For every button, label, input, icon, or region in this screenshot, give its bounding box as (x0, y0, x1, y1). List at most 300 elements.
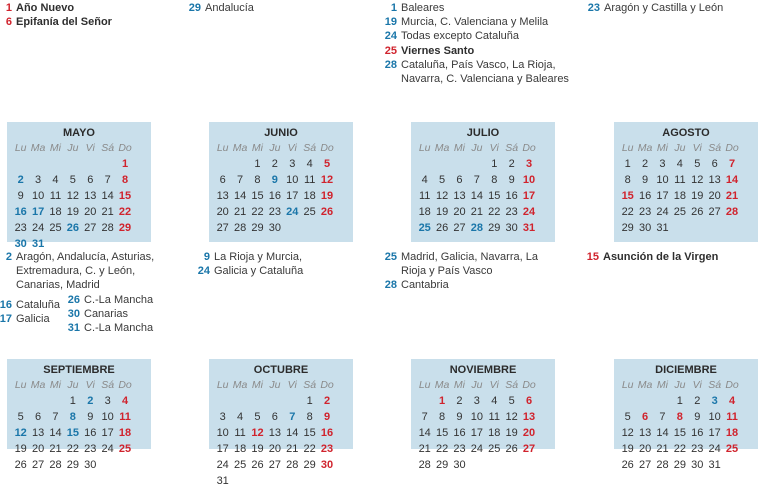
month-title: JUNIO (264, 127, 298, 139)
day-cell: 28 (725, 206, 739, 218)
day-cell: 14 (101, 190, 114, 202)
month-grid (214, 377, 353, 489)
weekday-header: Vi (287, 142, 297, 154)
day-cell: 28 (233, 222, 247, 234)
day-cell: 18 (725, 427, 739, 439)
calendar-october (209, 359, 353, 487)
weekday-header: Ma (637, 142, 653, 154)
empty-day-cell (231, 393, 248, 409)
day-cell: 27 (522, 443, 536, 455)
day-cell: 19 (66, 206, 79, 218)
holiday-entry (0, 1, 186, 15)
weekday-header: Mi (656, 142, 669, 154)
month-title: OCTUBRE (253, 364, 309, 376)
weekday-header: Vi (85, 142, 95, 154)
day-cell: 23 (14, 222, 27, 234)
holidays-aug (583, 250, 733, 264)
holiday-day-number: 26 (67, 294, 80, 306)
day-cell: 11 (119, 411, 131, 423)
empty-day-cell (12, 156, 29, 172)
day-cell: 25 (233, 459, 247, 471)
day-cell: 21 (233, 206, 247, 218)
day-cell: 13 (638, 427, 652, 439)
day-cell: 2 (642, 158, 649, 170)
holiday-description: C.-La Mancha (84, 294, 154, 306)
weekday-header: Ju (67, 379, 79, 391)
weekday-header: Lu (418, 142, 431, 154)
day-cell: 15 (118, 190, 132, 202)
day-cell: 12 (14, 427, 27, 439)
weekday-header: Ju (674, 379, 686, 391)
day-cell: 20 (84, 206, 97, 218)
holiday-description: Canarias (84, 308, 129, 321)
day-cell: 7 (473, 174, 480, 186)
weekday-header: Lu (418, 379, 431, 391)
month-grid (214, 140, 353, 236)
day-cell: 24 (286, 206, 299, 218)
holiday-day-number: 25 (384, 44, 397, 57)
empty-day-cell (82, 156, 99, 172)
holidays-may-c (64, 293, 184, 336)
day-cell: 11 (303, 174, 316, 186)
holiday-day-number: 19 (384, 16, 397, 29)
day-cell: 16 (84, 427, 97, 439)
day-cell: 25 (49, 222, 62, 234)
calendar-august (614, 122, 758, 242)
day-cell: 29 (435, 459, 449, 471)
day-cell: 6 (271, 411, 278, 423)
holiday-day-number: 30 (67, 308, 80, 321)
day-cell: 9 (642, 174, 649, 186)
holiday-description: Cataluña, País Vasco, La Rioja, Navarra, C. Valenciana y Baleares (401, 58, 569, 86)
day-cell: 12 (320, 174, 334, 186)
day-cell: 25 (725, 443, 739, 455)
holiday-entry (381, 29, 596, 43)
day-cell: 16 (505, 190, 518, 202)
day-cell: 26 (66, 222, 79, 234)
day-cell: 24 (101, 443, 114, 455)
holiday-day-number: 31 (67, 322, 80, 335)
holiday-day-number: 23 (587, 2, 600, 14)
holiday-entry (381, 44, 596, 58)
day-cell: 15 (66, 427, 79, 439)
holiday-description: Año Nuevo (16, 2, 75, 14)
day-cell: 14 (233, 190, 247, 202)
day-cell: 12 (251, 427, 264, 439)
day-cell: 29 (66, 459, 79, 471)
day-cell: 9 (508, 174, 515, 186)
day-cell: 18 (49, 206, 62, 218)
weekday-header: Lu (621, 379, 634, 391)
day-cell: 21 (101, 206, 114, 218)
day-cell: 22 (435, 443, 449, 455)
day-cell: 7 (104, 174, 111, 186)
day-cell: 9 (323, 411, 331, 423)
day-cell: 2 (694, 395, 701, 407)
weekday-header: Do (522, 379, 536, 391)
day-cell: 7 (659, 411, 666, 423)
day-cell: 20 (268, 443, 281, 455)
weekday-header: Sá (505, 379, 519, 391)
day-cell: 7 (289, 411, 296, 423)
day-cell: 15 (251, 190, 264, 202)
day-cell: 24 (216, 459, 229, 471)
day-cell: 5 (624, 411, 631, 423)
weekday-header: Ju (269, 379, 281, 391)
weekday-header: Do (725, 142, 739, 154)
day-cell: 2 (87, 395, 94, 407)
holiday-description: Andalucía (205, 2, 254, 14)
holiday-day-number: 28 (384, 279, 397, 292)
empty-day-cell (284, 393, 301, 409)
day-cell: 19 (621, 443, 634, 455)
day-cell: 21 (49, 443, 62, 455)
day-cell: 10 (31, 190, 45, 202)
weekday-header: Do (725, 379, 739, 391)
weekday-header: Ju (471, 142, 483, 154)
month-grid (12, 140, 151, 252)
day-cell: 15 (488, 190, 501, 202)
day-cell: 26 (320, 206, 334, 218)
day-cell: 21 (656, 443, 669, 455)
day-cell: 20 (638, 443, 652, 455)
day-cell: 20 (708, 190, 721, 202)
holiday-entry (194, 264, 354, 278)
holiday-day-number: 1 (5, 2, 12, 14)
day-cell: 8 (121, 174, 129, 186)
day-cell: 7 (421, 411, 428, 423)
weekday-header: Ma (434, 379, 450, 391)
day-cell: 14 (286, 427, 299, 439)
holiday-description: C.-La Mancha (84, 322, 154, 335)
empty-day-cell (214, 393, 231, 409)
holidays-feb (185, 1, 365, 15)
day-cell: 11 (726, 411, 738, 423)
day-cell: 3 (35, 174, 42, 186)
holiday-description: Epifanía del Señor (16, 16, 112, 29)
day-cell: 13 (268, 427, 281, 439)
holidays-apr (584, 1, 734, 15)
day-cell: 6 (525, 395, 533, 407)
day-cell: 4 (676, 158, 683, 170)
day-cell: 28 (101, 222, 114, 234)
holiday-entry (0, 250, 171, 293)
day-cell: 22 (621, 206, 634, 218)
day-cell: 20 (31, 443, 45, 455)
day-cell: 25 (303, 206, 316, 218)
day-cell: 5 (694, 158, 701, 170)
day-cell: 8 (439, 411, 446, 423)
day-cell: 30 (320, 459, 334, 471)
day-cell: 16 (638, 190, 652, 202)
holidays-may-a (0, 250, 171, 293)
day-cell: 18 (418, 206, 431, 218)
day-cell: 17 (708, 427, 721, 439)
day-cell: 1 (69, 395, 76, 407)
day-cell: 10 (656, 174, 669, 186)
day-cell: 8 (676, 411, 683, 423)
weekday-header: Ma (30, 379, 46, 391)
day-cell: 27 (268, 459, 281, 471)
holiday-entry (381, 1, 596, 15)
weekday-header: Ma (232, 379, 248, 391)
holidays-jul (381, 250, 561, 293)
weekday-header: Ma (637, 379, 653, 391)
day-cell: 25 (118, 443, 132, 455)
weekday-header: Ju (67, 142, 79, 154)
day-cell: 31 (522, 222, 536, 234)
empty-day-cell (47, 156, 64, 172)
day-cell: 14 (418, 427, 431, 439)
day-cell: 22 (488, 206, 501, 218)
day-cell: 19 (14, 443, 27, 455)
day-cell: 14 (725, 174, 739, 186)
empty-day-cell (636, 393, 653, 409)
day-cell: 13 (522, 411, 536, 423)
day-cell: 27 (453, 222, 466, 234)
weekday-header: Vi (287, 379, 297, 391)
day-cell: 5 (508, 395, 515, 407)
day-cell: 10 (522, 174, 536, 186)
day-cell: 3 (219, 411, 226, 423)
day-cell: 30 (84, 459, 97, 471)
day-cell: 13 (31, 427, 45, 439)
day-cell: 20 (453, 206, 466, 218)
day-cell: 22 (303, 443, 316, 455)
holiday-description: Murcia, C. Valenciana y Melila (401, 16, 549, 29)
day-cell: 17 (656, 190, 669, 202)
day-cell: 5 (17, 411, 24, 423)
weekday-header: Do (522, 142, 536, 154)
holiday-description: Todas excepto Cataluña (401, 30, 520, 43)
empty-day-cell (249, 393, 266, 409)
day-cell: 21 (286, 443, 299, 455)
day-cell: 22 (251, 206, 264, 218)
day-cell: 3 (659, 158, 666, 170)
empty-day-cell (99, 156, 116, 172)
day-cell: 12 (505, 411, 518, 423)
day-cell: 31 (216, 475, 229, 487)
holiday-day-number: 16 (0, 299, 12, 311)
day-cell: 12 (66, 190, 79, 202)
day-cell: 8 (69, 411, 76, 423)
day-cell: 2 (508, 158, 515, 170)
weekday-header: Lu (216, 379, 229, 391)
holidays-jun (194, 250, 354, 278)
day-cell: 16 (453, 427, 466, 439)
holiday-entry (194, 250, 354, 264)
day-cell: 2 (17, 174, 24, 186)
empty-day-cell (416, 156, 433, 172)
holiday-entry (584, 1, 734, 15)
holiday-day-number: 2 (5, 251, 12, 263)
holiday-description: Galicia (16, 313, 50, 326)
empty-day-cell (468, 156, 485, 172)
day-cell: 16 (14, 206, 27, 218)
day-cell: 1 (254, 158, 261, 170)
day-cell: 24 (522, 206, 536, 218)
day-cell: 9 (87, 411, 94, 423)
day-cell: 9 (17, 190, 24, 202)
day-cell: 21 (725, 190, 739, 202)
day-cell: 4 (121, 395, 129, 407)
day-cell: 12 (691, 174, 704, 186)
day-cell: 2 (456, 395, 463, 407)
weekday-header: Do (118, 142, 132, 154)
day-cell: 13 (216, 190, 229, 202)
calendar-july (411, 122, 555, 242)
day-cell: 17 (470, 427, 483, 439)
day-cell: 25 (673, 206, 686, 218)
day-cell: 24 (708, 443, 721, 455)
holiday-day-number: 6 (5, 16, 12, 29)
weekday-header: Vi (489, 379, 499, 391)
holiday-description: Cantabria (401, 279, 449, 292)
holiday-description: Aragón, Andalucía, Asturias, Extremadura, C. y León, Canarias, Madrid (16, 251, 155, 292)
empty-day-cell (214, 156, 231, 172)
holiday-day-number: 28 (384, 58, 397, 71)
weekday-header: Ju (269, 142, 281, 154)
day-cell: 24 (31, 222, 45, 234)
day-cell: 5 (69, 174, 76, 186)
day-cell: 21 (470, 206, 483, 218)
weekday-header: Vi (692, 379, 702, 391)
day-cell: 18 (673, 190, 686, 202)
day-cell: 10 (286, 174, 299, 186)
month-title: NOVIEMBRE (449, 364, 517, 376)
day-cell: 6 (87, 174, 94, 186)
day-cell: 7 (237, 174, 244, 186)
holiday-description: Baleares (401, 2, 445, 14)
day-cell: 31 (31, 238, 45, 250)
holiday-entry (64, 307, 184, 321)
weekday-header: Lu (14, 379, 27, 391)
day-cell: 7 (52, 411, 59, 423)
month-title: SEPTIEMBRE (43, 364, 115, 376)
day-cell: 6 (456, 174, 463, 186)
day-cell: 12 (621, 427, 634, 439)
day-cell: 9 (456, 411, 463, 423)
empty-day-cell (654, 393, 671, 409)
empty-day-cell (266, 393, 283, 409)
day-cell: 27 (638, 459, 652, 471)
day-cell: 27 (708, 206, 721, 218)
day-cell: 26 (505, 443, 518, 455)
day-cell: 26 (14, 459, 27, 471)
day-cell: 19 (435, 206, 449, 218)
weekday-header: Sá (303, 142, 317, 154)
calendar-september (7, 359, 151, 471)
day-cell: 11 (234, 427, 246, 439)
day-cell: 26 (691, 206, 704, 218)
weekday-header: Ma (434, 142, 450, 154)
day-cell: 3 (711, 395, 718, 407)
day-cell: 8 (306, 411, 313, 423)
holiday-entry (381, 278, 561, 292)
holiday-entry (64, 321, 184, 335)
empty-day-cell (29, 156, 46, 172)
weekday-header: Mi (49, 379, 62, 391)
day-cell: 10 (708, 411, 721, 423)
holiday-entry (381, 58, 596, 86)
day-cell: 10 (470, 411, 483, 423)
holiday-entry (185, 1, 365, 15)
holiday-day-number: 29 (188, 2, 201, 14)
day-cell: 16 (268, 190, 281, 202)
weekday-header: Sá (708, 142, 722, 154)
day-cell: 14 (656, 427, 669, 439)
weekday-header: Ma (30, 142, 46, 154)
day-cell: 9 (694, 411, 701, 423)
month-grid (416, 140, 555, 236)
day-cell: 16 (691, 427, 704, 439)
day-cell: 20 (522, 427, 536, 439)
day-cell: 6 (35, 411, 42, 423)
day-cell: 8 (491, 174, 498, 186)
day-cell: 29 (673, 459, 686, 471)
day-cell: 18 (233, 443, 247, 455)
weekday-header: Vi (489, 142, 499, 154)
day-cell: 28 (418, 459, 431, 471)
holiday-description: La Rioja y Murcia, (214, 251, 303, 263)
empty-day-cell (231, 156, 248, 172)
day-cell: 3 (473, 395, 480, 407)
day-cell: 1 (121, 158, 129, 170)
day-cell: 14 (470, 190, 483, 202)
weekday-header: Sá (101, 142, 115, 154)
day-cell: 4 (306, 158, 313, 170)
weekday-header: Sá (505, 142, 519, 154)
day-cell: 22 (118, 206, 132, 218)
day-cell: 13 (708, 174, 721, 186)
weekday-header: Mi (453, 142, 466, 154)
day-cell: 17 (31, 206, 45, 218)
weekday-header: Ju (471, 379, 483, 391)
day-cell: 30 (505, 222, 518, 234)
weekday-header: Sá (708, 379, 722, 391)
day-cell: 26 (435, 222, 449, 234)
weekday-header: Vi (692, 142, 702, 154)
holiday-entry (64, 293, 184, 307)
day-cell: 12 (435, 190, 449, 202)
day-cell: 28 (656, 459, 669, 471)
day-cell: 3 (104, 395, 111, 407)
holiday-day-number: 25 (384, 251, 397, 263)
day-cell: 18 (488, 427, 501, 439)
weekday-header: Mi (251, 142, 264, 154)
day-cell: 30 (691, 459, 704, 471)
day-cell: 4 (237, 411, 244, 423)
day-cell: 16 (320, 427, 334, 439)
day-cell: 3 (525, 158, 533, 170)
calendar-june (209, 122, 353, 242)
weekday-header: Mi (251, 379, 264, 391)
holiday-description: Aragón y Castilla y León (604, 2, 724, 14)
day-cell: 31 (656, 222, 669, 234)
holidays-jan (0, 1, 186, 29)
day-cell: 29 (488, 222, 501, 234)
weekday-header: Do (118, 379, 132, 391)
day-cell: 24 (470, 443, 483, 455)
day-cell: 30 (453, 459, 466, 471)
day-cell: 29 (118, 222, 132, 234)
day-cell: 11 (488, 411, 500, 423)
day-cell: 19 (320, 190, 334, 202)
holiday-description: Viernes Santo (401, 44, 475, 57)
month-grid (12, 377, 151, 473)
weekday-header: Ma (232, 142, 248, 154)
day-cell: 1 (676, 395, 683, 407)
